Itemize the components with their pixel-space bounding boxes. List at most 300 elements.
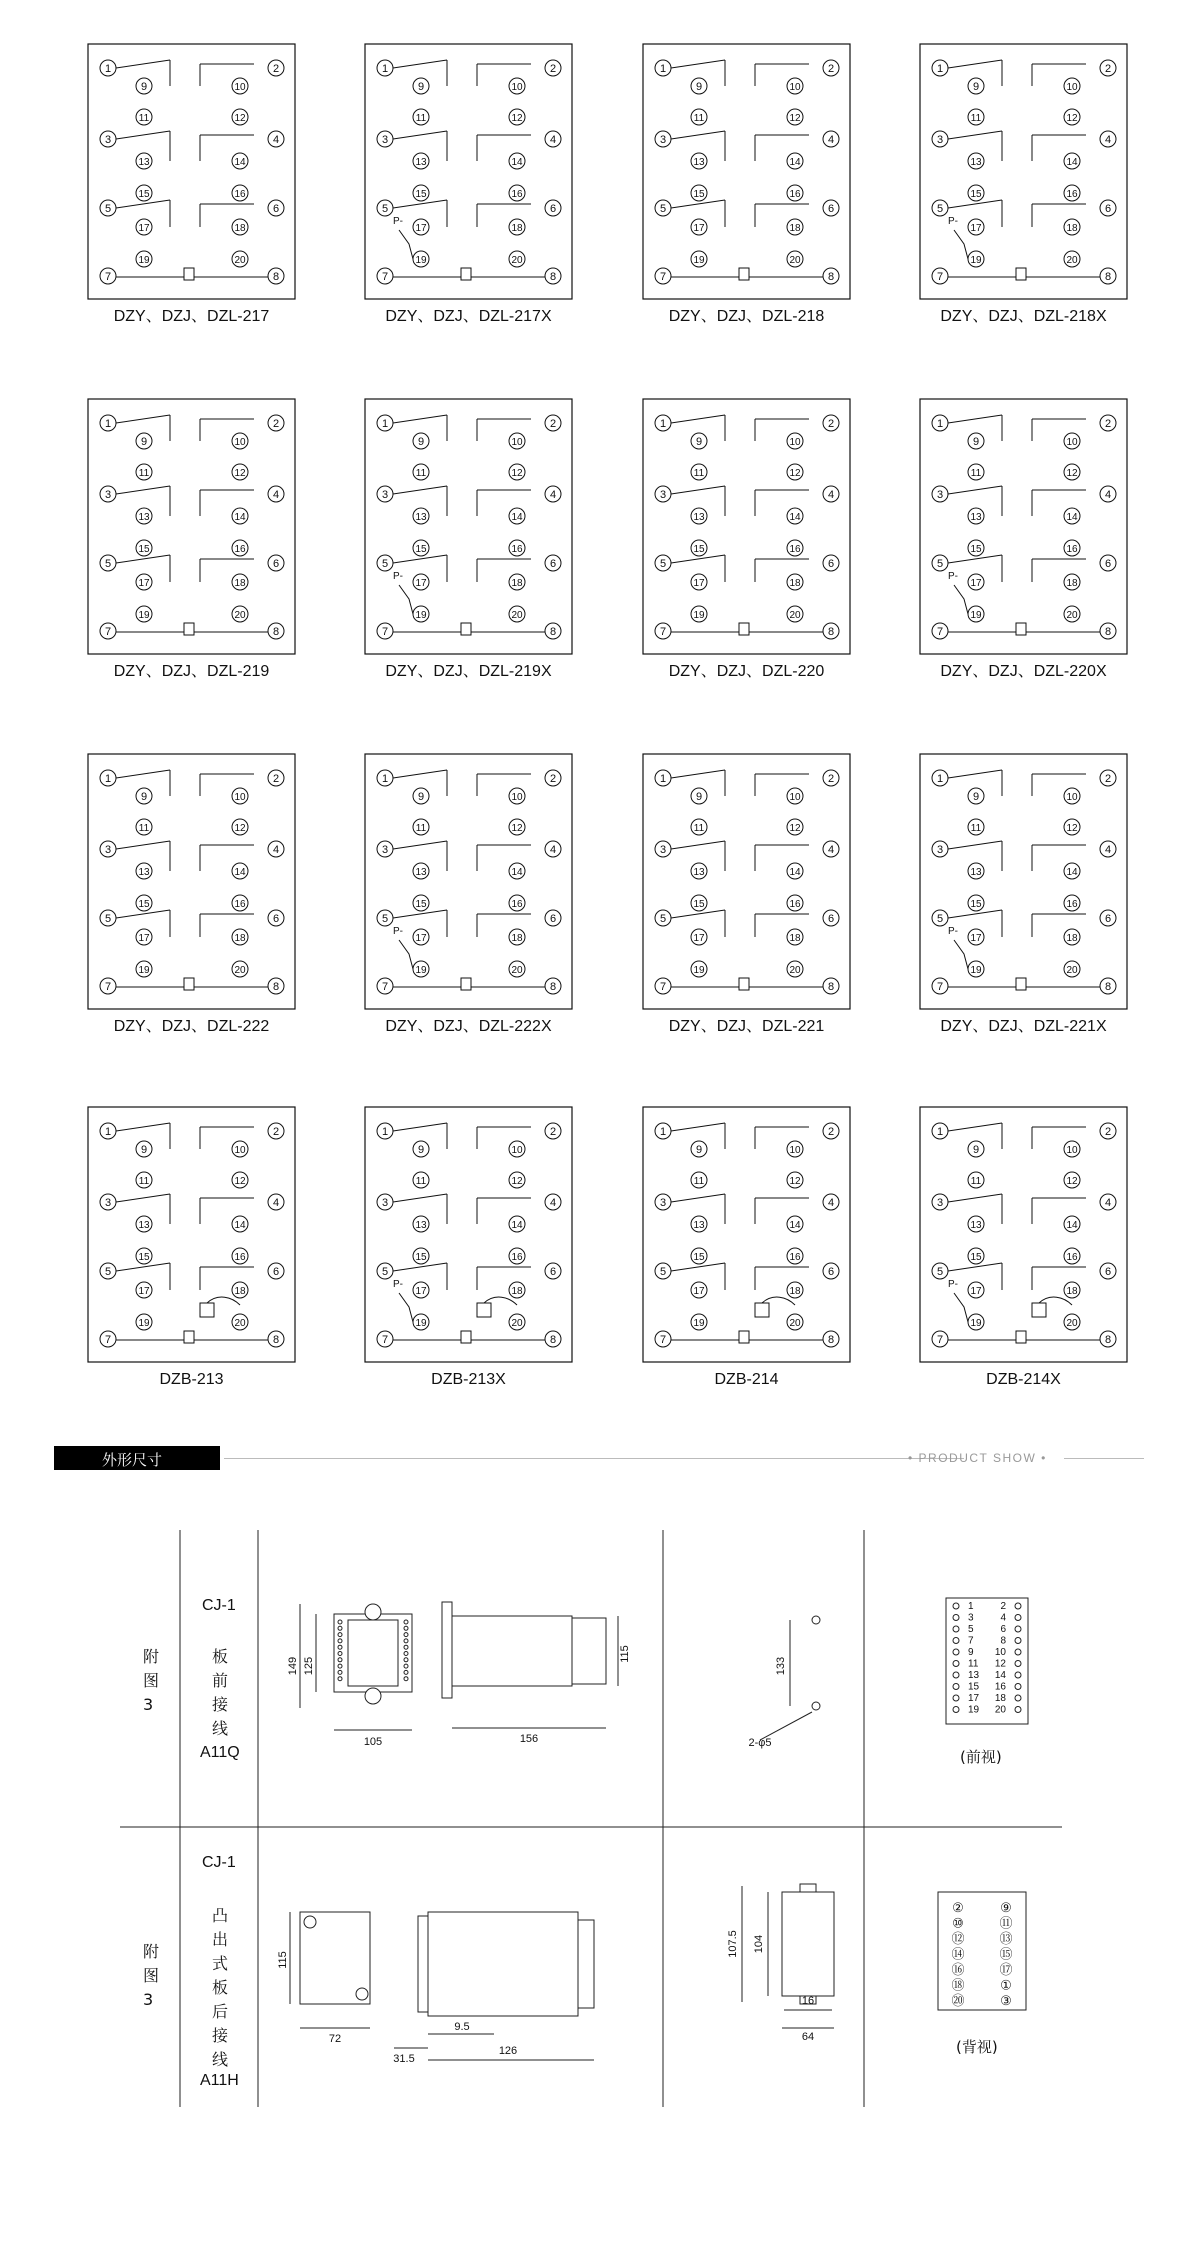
terminal-number: 5	[936, 1265, 944, 1278]
terminal-left: 15	[968, 1681, 980, 1693]
terminal-number: 19	[693, 609, 705, 621]
terminal-number: 1	[104, 772, 112, 785]
terminal-number: 11	[970, 822, 982, 834]
terminal-number: 15	[693, 543, 705, 555]
terminal-number: 14	[789, 866, 801, 878]
rear-hole	[304, 1916, 316, 1928]
row2-mount: 凸 出 式 板 后 接 线	[212, 1906, 229, 2069]
terminal-number: 8	[272, 980, 280, 993]
terminal-number: 4	[827, 1196, 835, 1209]
diagram-frame	[920, 1107, 1127, 1362]
terminal-number: 5	[936, 557, 944, 570]
diagram-model-label: DZY、DZJ、DZL-221X	[940, 1018, 1107, 1035]
terminal-right: 12	[994, 1658, 1006, 1670]
p-marker: P-	[393, 216, 403, 227]
terminal-right: 8	[1000, 1635, 1006, 1647]
terminal-number: 10	[789, 436, 801, 448]
terminal-number: 7	[381, 270, 389, 283]
terminal-number: 10	[234, 791, 246, 803]
row1-terminal-block	[946, 1598, 1028, 1724]
terminal-number: 1	[104, 62, 112, 75]
mount-hole-bottom	[365, 1688, 381, 1704]
terminal-number: 15	[138, 1251, 150, 1263]
terminal-number: 6	[1104, 912, 1112, 925]
terminal-number: 8	[549, 980, 557, 993]
terminal-number: 16	[511, 1251, 523, 1263]
terminal-number: 19	[970, 254, 982, 266]
terminal-number: 19	[138, 1317, 150, 1329]
diagram-frame	[920, 44, 1127, 299]
terminal-number: 7	[104, 980, 112, 993]
diagram-frame	[643, 1107, 850, 1362]
terminal-number: 20	[789, 964, 801, 976]
wiring-diagram	[365, 754, 572, 1009]
terminal-number: 5	[104, 202, 112, 215]
coil-symbol	[200, 1303, 214, 1317]
p-marker: P-	[393, 1279, 403, 1290]
terminal-number: 15	[138, 898, 150, 910]
terminal-number: 15	[970, 1251, 982, 1263]
terminal-number: 6	[827, 912, 835, 925]
terminal-number: 17	[970, 222, 982, 234]
row1-fig-label: 附 图 3	[143, 1647, 160, 1714]
terminal-number: 5	[381, 912, 389, 925]
terminal-number: 20	[511, 1317, 523, 1329]
terminal-number: 6	[827, 1265, 835, 1278]
terminal-number: 13	[693, 866, 705, 878]
terminal-number: 1	[659, 772, 667, 785]
terminal-number: 11	[693, 822, 705, 834]
coil-block	[184, 978, 194, 990]
row2-code: A11H	[200, 2072, 239, 2089]
terminal-number: 14	[511, 511, 523, 523]
terminal-number: 13	[970, 1219, 982, 1231]
terminal-number: 16	[1066, 188, 1078, 200]
terminal-number: 16	[511, 898, 523, 910]
side-flange	[442, 1602, 452, 1698]
terminal-number: 18	[789, 932, 801, 944]
coil-block	[739, 623, 749, 635]
terminal-number: 10	[511, 791, 523, 803]
terminal-number: 19	[693, 1317, 705, 1329]
terminal-number: 10	[234, 1144, 246, 1156]
wiring-diagram	[88, 754, 295, 1009]
terminal-number: 2	[549, 417, 557, 430]
terminal-number: 6	[549, 912, 557, 925]
terminal-number: 19	[415, 609, 427, 621]
terminal-number: 16	[234, 543, 246, 555]
terminal-number: 10	[1066, 436, 1078, 448]
terminal-number: 4	[272, 1196, 280, 1209]
terminal-left: 13	[968, 1670, 980, 1681]
terminal-number: 3	[659, 1196, 667, 1209]
terminal-right: 14	[994, 1670, 1006, 1681]
terminal-number: 17	[138, 222, 150, 234]
terminal-number: 9	[695, 1143, 703, 1156]
terminal-number: 15	[138, 543, 150, 555]
terminal-number: 16	[789, 898, 801, 910]
dimension-table	[0, 1520, 1200, 2140]
p-marker: P-	[948, 1279, 958, 1290]
terminal-number: 3	[936, 133, 944, 146]
terminal-number: 14	[234, 511, 246, 523]
terminal-number: 6	[272, 557, 280, 570]
terminal-number: 17	[693, 222, 705, 234]
terminal-number: 8	[272, 270, 280, 283]
terminal-number: 3	[381, 488, 389, 501]
terminal-number: 12	[1066, 467, 1078, 479]
terminal-number: 9	[972, 790, 980, 803]
terminal-number: 8	[827, 980, 835, 993]
terminal-number: 19	[415, 964, 427, 976]
coil-block	[1016, 978, 1026, 990]
terminal-number: 6	[1104, 1265, 1112, 1278]
terminal-left: 5	[968, 1624, 974, 1635]
terminal-number: 1	[381, 772, 389, 785]
row1-code: A11Q	[200, 1744, 240, 1761]
terminal-number: 12	[789, 467, 801, 479]
dim-len: 156	[519, 1733, 539, 1745]
wiring-diagram	[643, 399, 850, 654]
terminal-number: 15	[970, 188, 982, 200]
terminal-number: 8	[549, 625, 557, 638]
terminal-number: 3	[104, 843, 112, 856]
terminal-number: 11	[138, 467, 150, 479]
diagram-frame	[365, 44, 572, 299]
diagram-frame	[365, 399, 572, 654]
terminal-number: 3	[104, 133, 112, 146]
terminal-number: 8	[827, 625, 835, 638]
terminal-number: 7	[936, 980, 944, 993]
wiring-diagram	[920, 399, 1127, 654]
diagram-frame	[88, 754, 295, 1009]
terminal-number: 6	[549, 202, 557, 215]
terminal-left: ⑭	[951, 1946, 965, 1962]
terminal-number: 10	[789, 81, 801, 93]
mount-hole-top	[365, 1604, 381, 1620]
terminal-number: 1	[381, 1125, 389, 1138]
dim-h: 115	[277, 1951, 289, 1969]
terminal-number: 11	[970, 112, 982, 124]
terminal-number: 9	[695, 790, 703, 803]
terminal-number: 13	[138, 511, 150, 523]
terminal-left: ⑳	[951, 1993, 965, 2008]
terminal-number: 14	[789, 1219, 801, 1231]
terminal-number: 18	[1066, 932, 1078, 944]
row1-side-view	[442, 1602, 631, 1745]
terminal-right: ⑨	[1000, 1900, 1012, 1915]
terminal-number: 15	[970, 898, 982, 910]
diagram-model-label: DZY、DZJ、DZL-217X	[385, 308, 552, 325]
terminal-number: 6	[549, 557, 557, 570]
terminal-number: 19	[138, 609, 150, 621]
terminal-number: 10	[234, 81, 246, 93]
terminal-number: 9	[695, 80, 703, 93]
terminal-number: 2	[272, 772, 280, 785]
terminal-number: 19	[138, 964, 150, 976]
terminal-number: 12	[1066, 822, 1078, 834]
terminal-number: 16	[1066, 898, 1078, 910]
terminal-number: 1	[659, 417, 667, 430]
diagram-model-label: DZB-214X	[986, 1371, 1061, 1388]
terminal-number: 20	[789, 254, 801, 266]
terminal-number: 1	[381, 417, 389, 430]
terminal-left: 17	[968, 1693, 980, 1704]
terminal-number: 18	[789, 1285, 801, 1297]
terminal-number: 17	[138, 1285, 150, 1297]
terminal-number: 4	[549, 133, 557, 146]
section-subtitle: • PRODUCT SHOW •	[908, 1451, 1047, 1465]
diagram-frame	[643, 399, 850, 654]
cutout-hole	[812, 1616, 820, 1624]
terminal-number: 16	[789, 1251, 801, 1263]
terminal-number: 4	[549, 1196, 557, 1209]
terminal-number: 3	[936, 843, 944, 856]
terminal-number: 8	[1104, 1333, 1112, 1346]
terminal-number: 4	[272, 843, 280, 856]
terminal-number: 1	[104, 417, 112, 430]
terminal-number: 19	[415, 254, 427, 266]
terminal-number: 3	[659, 488, 667, 501]
terminal-number: 13	[693, 156, 705, 168]
terminal-number: 16	[234, 1251, 246, 1263]
diagram-model-label: DZY、DZJ、DZL-222X	[385, 1018, 552, 1035]
terminal-number: 5	[659, 912, 667, 925]
terminal-number: 2	[549, 62, 557, 75]
terminal-right: ⑮	[999, 1946, 1013, 1962]
terminal-number: 11	[415, 467, 427, 479]
row2-view-label: (背视)	[956, 2038, 998, 2056]
terminal-number: 19	[970, 1317, 982, 1329]
side-body	[452, 1616, 572, 1686]
wiring-diagram	[88, 44, 295, 299]
terminal-number: 17	[970, 577, 982, 589]
row2-side-view	[393, 1912, 594, 2065]
coil-block	[461, 268, 471, 280]
dim-holes: 2-φ5	[748, 1737, 772, 1749]
terminal-number: 8	[1104, 980, 1112, 993]
terminal-number: 3	[381, 133, 389, 146]
terminal-number: 1	[936, 62, 944, 75]
terminal-number: 13	[415, 156, 427, 168]
coil-block	[461, 1331, 471, 1343]
terminal-left: 9	[968, 1647, 974, 1658]
terminal-number: 6	[272, 912, 280, 925]
diagram-model-label: DZY、DZJ、DZL-220X	[940, 663, 1107, 680]
terminal-number: 18	[511, 577, 523, 589]
terminal-number: 10	[511, 81, 523, 93]
wiring-diagram	[920, 754, 1127, 1009]
terminal-number: 18	[1066, 222, 1078, 234]
terminal-number: 17	[415, 577, 427, 589]
terminal-number: 17	[415, 1285, 427, 1297]
diagram-model-label: DZB-214	[714, 1371, 779, 1388]
terminal-number: 4	[1104, 133, 1112, 146]
terminal-number: 7	[659, 625, 667, 638]
terminal-right: 18	[994, 1693, 1006, 1704]
terminal-left: ⑩	[952, 1915, 964, 1931]
coil-block	[461, 978, 471, 990]
terminal-right: 16	[994, 1681, 1006, 1693]
dim-w: 72	[328, 2033, 342, 2045]
terminal-number: 14	[511, 156, 523, 168]
terminal-number: 18	[789, 577, 801, 589]
terminal-number: 16	[511, 188, 523, 200]
terminal-number: 9	[417, 1143, 425, 1156]
cutout-rect	[782, 1892, 834, 1996]
wiring-diagram	[920, 44, 1127, 299]
terminal-number: 2	[272, 417, 280, 430]
terminal-number: 13	[415, 511, 427, 523]
terminal-number: 9	[972, 1143, 980, 1156]
diagram-model-label: DZB-213X	[431, 1371, 506, 1388]
wiring-diagram	[643, 754, 850, 1009]
terminal-number: 20	[234, 254, 246, 266]
terminal-number: 14	[234, 1219, 246, 1231]
terminal-number: 13	[970, 511, 982, 523]
terminal-number: 16	[234, 188, 246, 200]
terminal-number: 20	[1066, 609, 1078, 621]
terminal-number: 10	[1066, 81, 1078, 93]
terminal-number: 3	[936, 1196, 944, 1209]
terminal-number: 19	[693, 964, 705, 976]
terminal-number: 8	[827, 270, 835, 283]
terminal-number: 17	[693, 577, 705, 589]
terminal-number: 9	[417, 790, 425, 803]
terminal-number: 9	[972, 435, 980, 448]
terminal-number: 4	[1104, 1196, 1112, 1209]
terminal-right: 10	[994, 1647, 1006, 1658]
terminal-number: 14	[511, 866, 523, 878]
dim-cut-h: 133	[775, 1656, 787, 1676]
terminal-number: 8	[1104, 270, 1112, 283]
cutout-hole	[812, 1702, 820, 1710]
terminal-left: ②	[952, 1900, 964, 1915]
terminal-number: 15	[415, 188, 427, 200]
coil-block	[1016, 268, 1026, 280]
row1-front-view	[287, 1604, 412, 1748]
diagram-frame	[365, 754, 572, 1009]
diagram-model-label: DZB-213	[159, 1371, 224, 1388]
diagram-frame	[365, 1107, 572, 1362]
dim-c: 16	[801, 1995, 815, 2007]
terminal-right: ⑬	[999, 1931, 1013, 1946]
terminal-number: 20	[234, 964, 246, 976]
wiring-diagram	[365, 399, 572, 654]
terminal-number: 7	[936, 270, 944, 283]
dim-d: 64	[801, 2031, 815, 2043]
row2-cutout	[727, 1884, 834, 2043]
terminal-right: ⑰	[999, 1962, 1013, 1977]
terminal-number: 5	[104, 912, 112, 925]
terminal-number: 15	[970, 543, 982, 555]
terminal-number: 3	[381, 843, 389, 856]
terminal-right: ③	[1000, 1993, 1012, 2008]
section-rule-right	[1064, 1458, 1144, 1459]
terminal-number: 7	[104, 1333, 112, 1346]
terminal-left: ⑯	[951, 1962, 965, 1977]
terminal-number: 18	[1066, 1285, 1078, 1297]
terminal-number: 16	[789, 188, 801, 200]
terminal-number: 20	[234, 1317, 246, 1329]
terminal-number: 8	[272, 1333, 280, 1346]
terminal-number: 4	[827, 133, 835, 146]
terminal-right: ①	[1000, 1977, 1012, 1993]
terminal-number: 4	[549, 843, 557, 856]
terminal-number: 18	[1066, 577, 1078, 589]
wiring-diagram	[88, 1107, 295, 1362]
diagram-model-label: DZY、DZJ、DZL-219X	[385, 663, 552, 680]
coil-block	[184, 268, 194, 280]
row1-mount: 板 前 接 线	[212, 1647, 229, 1738]
coil-block	[739, 268, 749, 280]
terminal-number: 2	[827, 417, 835, 430]
terminal-number: 15	[693, 1251, 705, 1263]
dim-h1: 149	[287, 1656, 299, 1676]
terminal-number: 7	[381, 980, 389, 993]
terminal-number: 11	[970, 467, 982, 479]
terminal-left: 11	[968, 1658, 979, 1670]
terminal-number: 6	[272, 1265, 280, 1278]
row1-view-label: (前视)	[960, 1748, 1002, 1766]
terminal-number: 15	[415, 1251, 427, 1263]
terminal-number: 2	[1104, 417, 1112, 430]
coil-symbol	[755, 1303, 769, 1317]
terminal-number: 2	[827, 62, 835, 75]
terminal-number: 18	[234, 1285, 246, 1297]
terminal-number: 7	[936, 625, 944, 638]
dim-h1: 107.5	[727, 1930, 739, 1958]
terminal-number: 20	[1066, 254, 1078, 266]
row2-model: CJ-1	[202, 1854, 236, 1871]
terminal-right: 2	[1000, 1601, 1006, 1612]
terminal-number: 10	[234, 436, 246, 448]
wiring-diagram	[88, 399, 295, 654]
terminal-number: 5	[381, 202, 389, 215]
terminal-number: 9	[140, 435, 148, 448]
terminal-left: 1	[968, 1601, 974, 1612]
terminal-number: 19	[138, 254, 150, 266]
terminal-number: 13	[693, 1219, 705, 1231]
diagram-model-label: DZY、DZJ、DZL-222	[113, 1018, 270, 1035]
diagram-model-label: DZY、DZJ、DZL-218X	[940, 308, 1107, 325]
terminal-number: 3	[104, 488, 112, 501]
terminal-number: 6	[272, 202, 280, 215]
terminal-number: 1	[659, 1125, 667, 1138]
coil-block	[1016, 623, 1026, 635]
terminal-number: 10	[511, 436, 523, 448]
terminal-number: 10	[1066, 791, 1078, 803]
terminal-number: 13	[138, 866, 150, 878]
terminal-number: 5	[381, 557, 389, 570]
terminal-number: 15	[415, 543, 427, 555]
terminal-number: 12	[1066, 112, 1078, 124]
terminal-number: 15	[138, 188, 150, 200]
diagram-frame	[88, 1107, 295, 1362]
terminal-number: 3	[659, 843, 667, 856]
terminal-number: 13	[970, 156, 982, 168]
p-marker: P-	[948, 926, 958, 937]
terminal-number: 13	[415, 866, 427, 878]
coil-block	[184, 1331, 194, 1343]
terminal-right: 20	[994, 1704, 1006, 1716]
diagram-model-label: DZY、DZJ、DZL-218	[668, 308, 825, 325]
diagram-frame	[643, 754, 850, 1009]
section-title: 外形尺寸	[102, 1451, 163, 1469]
terminal-number: 17	[138, 932, 150, 944]
terminal-number: 12	[511, 1175, 523, 1187]
terminal-left: 7	[968, 1635, 974, 1647]
